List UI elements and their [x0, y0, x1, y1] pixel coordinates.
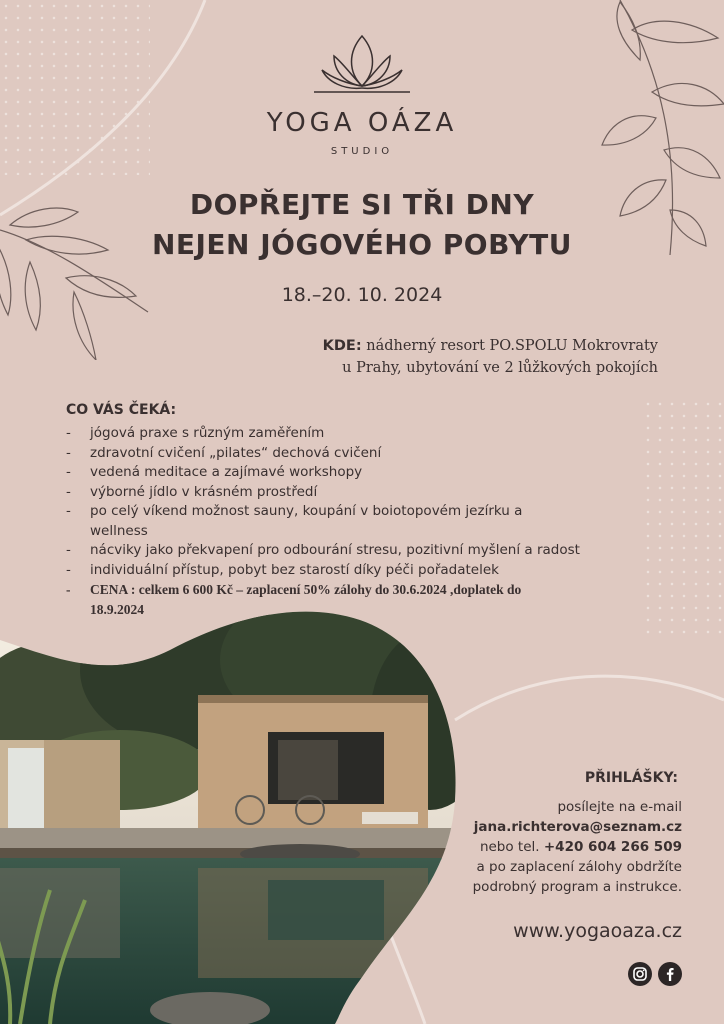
signup-line-1: posílejte na e-mail: [557, 799, 682, 815]
signup-title: PŘIHLÁŠKY:: [584, 770, 678, 786]
instagram-icon[interactable]: [628, 962, 652, 986]
brand-subtitle: STUDIO: [330, 146, 394, 157]
website-link[interactable]: www.yogaoaza.cz: [513, 920, 682, 942]
phone-prefix: nebo tel.: [479, 839, 544, 855]
offer-item: - individuální přístup, pobyt bez starostí díky péči pořadatelek: [66, 561, 626, 581]
contact-phone[interactable]: +420 604 266 509: [543, 839, 682, 855]
offer-item: - výborné jídlo v krásném prostředí: [66, 483, 626, 503]
location-line-2: u Prahy, ubytování ve 2 lůžkových pokojích: [342, 360, 658, 376]
price-item: - CENA : celkem 6 600 Kč – zaplacení 50% zálohy do 30.6.2024 ,doplatek do 18.9.2024: [66, 580, 560, 619]
headline-line-2: NEJEN JÓGOVÉHO POBYTU: [151, 228, 573, 261]
offer-item: - nácviky jako překvapení pro odbourání stresu, pozitivní myšlení a radost: [66, 541, 626, 561]
location-label: KDE:: [322, 338, 362, 354]
headline-line-1: DOPŘEJTE SI TŘI DNY: [189, 188, 535, 221]
leaf-branch-icon: [0, 200, 150, 360]
offer-item: - jógová praxe s různým zaměřením: [66, 424, 626, 444]
offer-list: [66, 424, 626, 619]
offer-item: - po celý víkend možnost sauny, koupání v boiotopovém jezírku a wellness: [66, 502, 560, 541]
offer-item: - vedená meditace a zajímavé workshopy: [66, 463, 626, 483]
brand-name: YOGA OÁZA: [266, 108, 458, 138]
signup-line-4: a po zaplacení zálohy obdržíte: [476, 859, 682, 875]
event-date: 18.–20. 10. 2024: [281, 284, 443, 306]
offer-item: - zdravotní cvičení „pilates“ dechová cvičení: [66, 444, 626, 464]
location-text-1: nádherný resort PO.SPOLU Mokrovraty: [361, 338, 658, 354]
location-line-1: [298, 336, 658, 357]
contact-email[interactable]: jana.richterova@seznam.cz: [473, 819, 682, 835]
signup-line-5: podrobný program a instrukce.: [472, 879, 682, 895]
signup-block: [362, 797, 682, 897]
lotus-icon: [312, 28, 412, 98]
signup-phone-line: [362, 837, 682, 857]
offer-title: CO VÁS ČEKÁ:: [66, 402, 177, 418]
facebook-icon[interactable]: [658, 962, 682, 986]
